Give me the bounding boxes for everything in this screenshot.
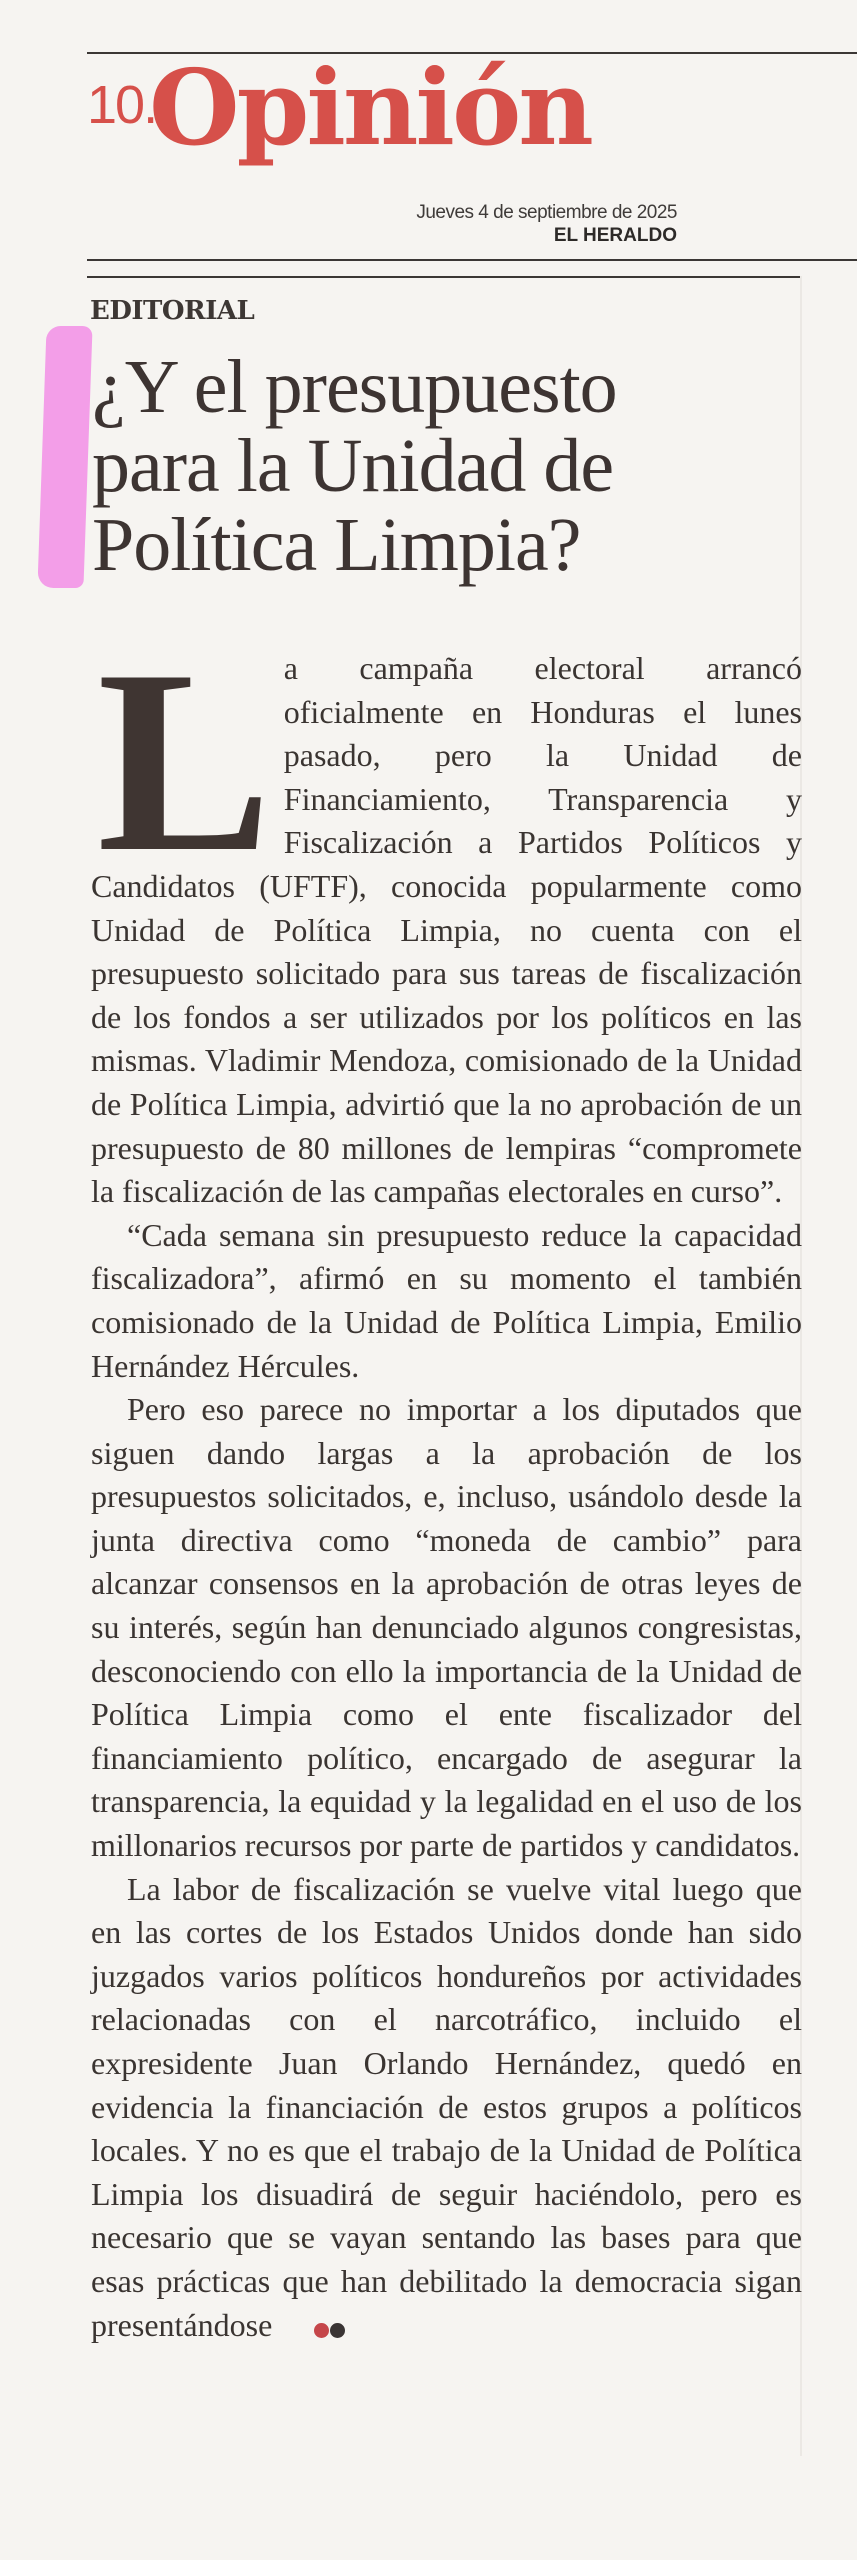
publication-name: EL HERALDO (553, 225, 677, 246)
headline-line: ¿Y el presupuesto (92, 345, 617, 429)
article-paragraph: “Cada semana sin presupuesto reduce la capacidad fiscalizadora”, afirmó en su momento el también comisionado de la Unidad de Política Limpia, Emilio Hernández Hércules. (91, 1216, 802, 1384)
article-body (91, 616, 802, 2350)
headline-line: Política Limpia? (92, 503, 581, 587)
paragraph-text: La labor de fiscalización se vuelve vital luego que en las cortes de los Estados Unidos donde han sido juzgados varios políticos hondureños por actividades relacionadas con el narcotráfico, incluido el expresidente Juan Orlando Hernández, quedó en evidencia la financiación de estos grupos a políticos locales. Y no es que el trabajo de la Unidad de Política Limpia los disuadirá de seguir haciéndolo, pero es necesario que se vayan sentando las bases para que esas prácticas que han debilitado la democracia sigan presentándose (91, 1870, 802, 2343)
column-rule (87, 276, 801, 278)
publication-date: Jueves 4 de septiembre de 2025 (416, 202, 677, 223)
section-title: Opinión (149, 46, 591, 169)
masthead-rule (87, 259, 857, 261)
article-paragraph (91, 1868, 802, 2350)
page-number: 10. (87, 75, 157, 135)
drop-cap: L (97, 616, 272, 906)
masthead (87, 46, 677, 260)
highlighter-mark (37, 326, 92, 588)
end-dot-dark (330, 2323, 345, 2338)
article-paragraph: Pero eso parece no importar a los diputados que siguen dando largas a la aprobación de los presupuestos solicitados, e, incluso, usándolo desde la junta directiva como “moneda de cambio” para alcanzar consensos en la aprobación de otras leyes de su interés, según han denunciado algunos congresistas, desconociendo con ello la importancia de la Unidad de Política Limpia como el ente fiscalizador del financiamiento político, encargado de asegurar la transparencia, la equidad y la legalidad en el uso de los millonarios recursos por parte de partidos y candidatos. (91, 1391, 802, 1864)
article-headline (92, 345, 812, 587)
end-of-article-icon (278, 2306, 345, 2350)
headline-line: para la Unidad de (92, 424, 614, 508)
article-paragraph (91, 616, 802, 1214)
paragraph-text: a campaña electoral arrancó oficialmente en Honduras el lunes pasado, pero la Unidad de Financiamiento, Transparencia y Fiscalización a Partidos Políticos y Candidatos (UFTF), conocida popularmente como Unidad de Política Limpia, no cuenta con el presupuesto solicitado para sus tareas de fiscalización de los fondos a ser utilizados por los políticos en las mismas. Vladimir Mendoza, comisionado de la Unidad de Política Limpia, advirtió que la no aprobación de un presupuesto de 80 millones de lempiras “compromete la fiscalización de las campañas electorales en curso”. (91, 650, 802, 1210)
article-kicker: EDITORIAL (90, 296, 255, 326)
end-dot-red (314, 2323, 329, 2338)
